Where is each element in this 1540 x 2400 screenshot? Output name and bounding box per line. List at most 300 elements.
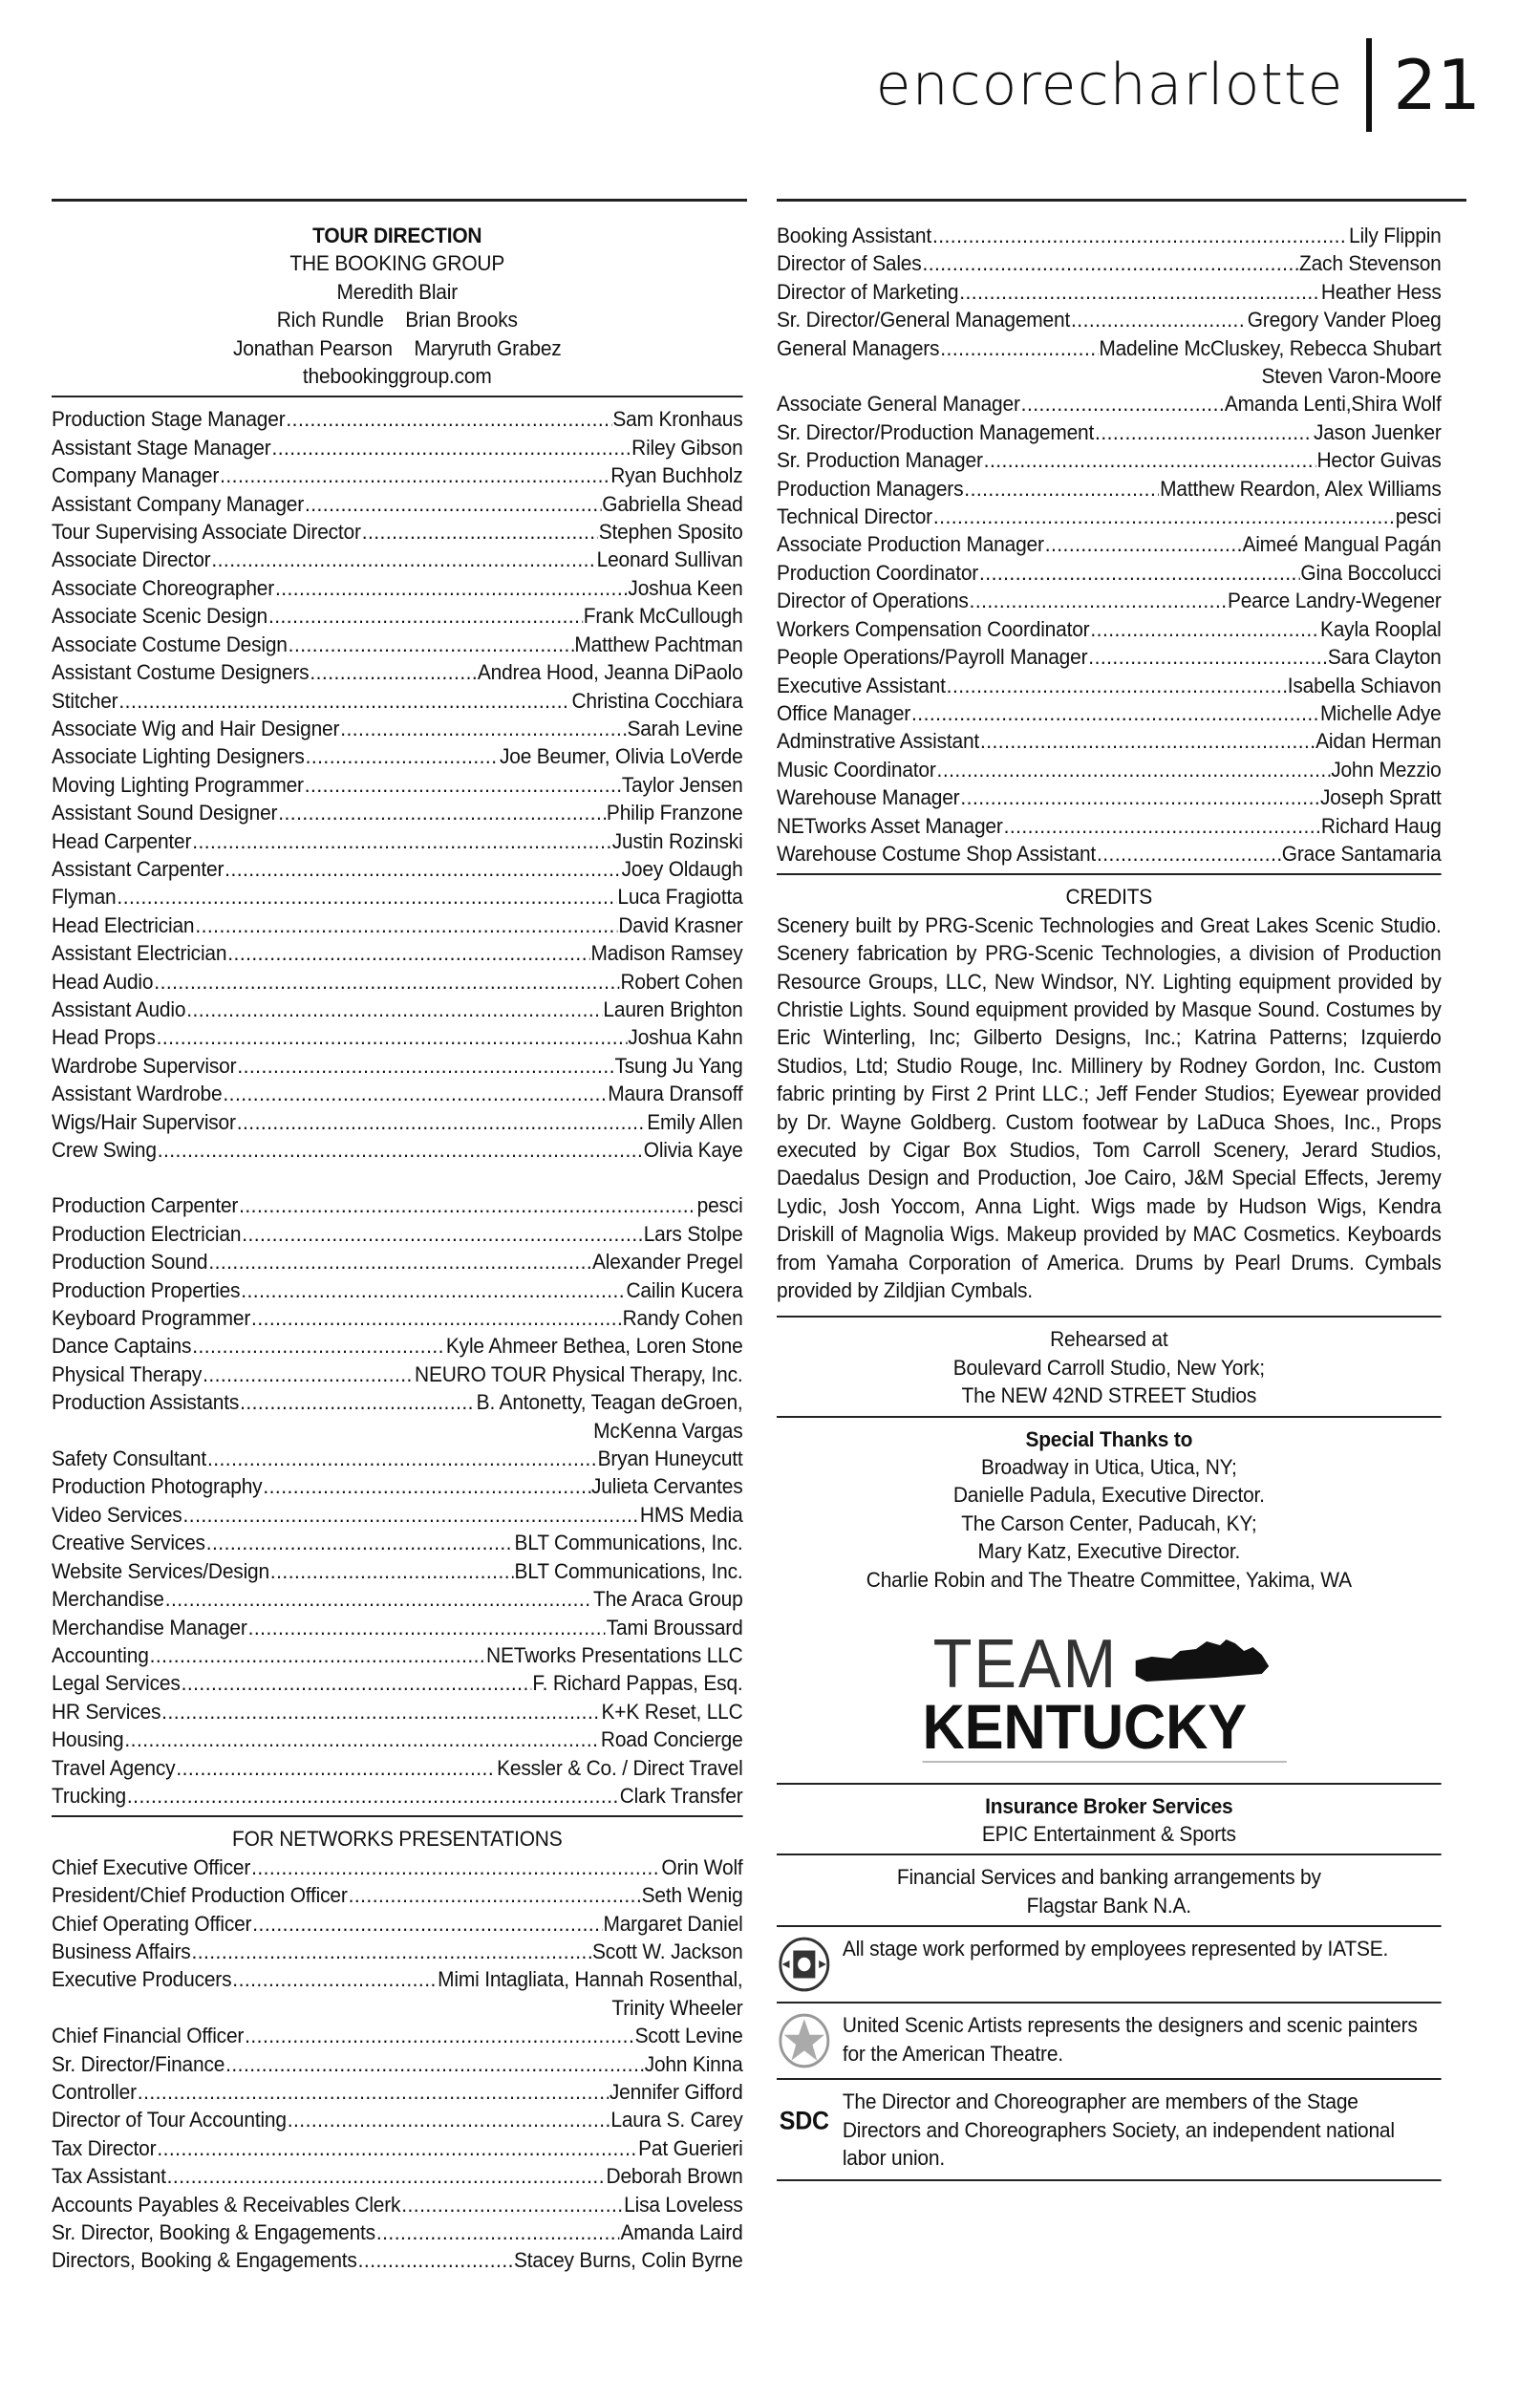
credit-role: Workers Compensation Coordinator <box>777 616 1090 641</box>
credit-role: Controller <box>52 2080 137 2104</box>
credit-name: Stephen Sposito <box>598 520 743 545</box>
credit-row <box>52 996 743 1023</box>
credit-role: Music Coordinator <box>777 757 936 782</box>
credit-role: Associate Choreographer <box>52 575 275 600</box>
credit-name: Hector Guivas <box>1316 448 1442 473</box>
credit-role: Creative Services <box>52 1531 205 1555</box>
credit-name-continued: Steven Varon-Moore <box>1261 364 1442 389</box>
credit-row <box>777 418 1442 446</box>
credit-role: Accounting <box>52 1642 149 1667</box>
credit-role: Business Affairs <box>52 1939 191 1963</box>
credit-role: People Operations/Payroll Manager <box>777 645 1088 670</box>
dot-leader <box>959 278 1320 306</box>
credit-row <box>52 2106 743 2133</box>
credit-role: Associate General Manager <box>777 392 1020 417</box>
credit-name: Lisa Loveless <box>624 2192 743 2217</box>
credit-name: Madison Ramsey <box>590 941 743 966</box>
credit-name: Scott W. Jackson <box>592 1939 743 1963</box>
credit-role: Merchandise <box>52 1587 164 1612</box>
credit-row <box>777 503 1442 530</box>
dot-leader <box>183 1501 639 1529</box>
credit-name: Grace Santamaria <box>1281 841 1442 866</box>
crew-list <box>52 405 743 1164</box>
credit-name: Gregory Vander Ploeg <box>1247 308 1442 332</box>
dot-leader <box>176 1754 496 1782</box>
dot-leader <box>220 461 610 489</box>
credit-name: Ryan Buchholz <box>610 463 743 488</box>
credit-row <box>777 278 1442 306</box>
credit-role: Video Services <box>52 1502 182 1527</box>
dot-leader <box>191 1938 591 1965</box>
credit-name: B. Antonetty, Teagan deGroen, <box>476 1390 743 1415</box>
credit-role: Warehouse Manager <box>777 785 960 810</box>
credit-role: Assistant Stage Manager <box>52 435 271 460</box>
credits-text: Scenery built by PRG-Scenic Technologies and Great Lakes Scenic Studio. Scenery fabrication by PRG-Scenic Technologies, a division of Production Resource Groups, LLC, New Windsor, NY. Lighting equipment provided by Christie Lights. Sound equipment provided by Masque Sound. Costumes by Eric Winterling, Inc; Gilberto Designs, Inc.; Katrina Patterns; Izquierdo Studios, Ltd; Studio Rouge, Inc. Millinery by Rodney Gordon, Inc. Custom fabric printing by First 2 Print LLC.; Jeff Fender Studios; Eyewear provided by Dr. Wayne Goldberg. Custom footwear by LaDuca Shoes, Inc., Props executed by Cigar Box Studios, Tom Carroll Scenery, Jerard Studios, Daedalus Design and Production, Joe Cairo, J&M Special Effects, Jeremy Lydic, Josh Yoccom, Anna Light. Wigs made by Hudson Wigs, Kendra Driskill of Magnolia Wigs. Makeup provided by MAC Cosmetics. Keyboards from Yamaha Corporation of America. Drums by Pearl Drums. Cymbals provided by Zildjian Cymbals. <box>777 912 1442 1303</box>
dot-leader <box>150 1641 486 1669</box>
credit-role: Tax Assistant <box>52 2164 166 2189</box>
credit-row <box>52 1191 743 1219</box>
credit-name: Aimeé Mangual Pagán <box>1242 532 1442 557</box>
credit-row <box>52 939 743 967</box>
dot-leader <box>922 249 1298 277</box>
credit-name: John Kinna <box>644 2051 743 2076</box>
dot-leader <box>161 1698 600 1725</box>
credit-row <box>52 1332 743 1360</box>
credit-role: Booking Assistant <box>777 224 932 247</box>
dot-leader <box>192 1332 445 1360</box>
credit-row <box>777 334 1442 362</box>
credit-row <box>52 658 743 686</box>
credit-role: Physical Therapy <box>52 1361 203 1386</box>
credit-role: Flyman <box>52 885 117 910</box>
credit-row <box>52 1361 743 1388</box>
credits-heading: CREDITS <box>1065 885 1153 910</box>
usa-logo-icon <box>777 2011 832 2070</box>
dot-leader <box>186 996 602 1023</box>
credit-role: Wardrobe Supervisor <box>52 1053 237 1078</box>
credit-row <box>52 1276 743 1304</box>
dot-leader <box>124 1725 600 1753</box>
credit-role: Production Sound <box>52 1250 208 1275</box>
dot-leader <box>289 631 574 658</box>
credit-name: Emily Allen <box>647 1109 743 1134</box>
dot-leader <box>1088 643 1327 671</box>
thanks-line: Mary Katz, Executive Director. <box>977 1539 1241 1564</box>
credit-row <box>52 631 743 658</box>
credit-row <box>52 1698 743 1725</box>
credit-name: David Krasner <box>618 912 743 937</box>
credit-row <box>777 643 1442 671</box>
credit-role: Chief Executive Officer <box>52 1854 251 1879</box>
credit-row <box>52 715 743 742</box>
dot-leader <box>937 756 1331 783</box>
thanks-heading: Special Thanks to <box>1025 1426 1193 1451</box>
credit-role: Accounts Payables & Receivables Clerk <box>52 2192 401 2217</box>
dot-leader <box>157 2134 637 2162</box>
credit-role: Director of Marketing <box>777 279 959 304</box>
dot-leader <box>1045 530 1242 558</box>
dot-leader <box>223 1080 607 1107</box>
credit-role: Assistant Company Manager <box>52 491 305 516</box>
credit-role: Housing <box>52 1727 124 1752</box>
networks-list <box>52 1854 743 2275</box>
dot-leader <box>227 939 589 967</box>
dot-leader <box>270 1557 514 1585</box>
section-divider <box>777 1416 1442 1418</box>
credit-row <box>777 559 1442 587</box>
dot-leader <box>401 2191 623 2218</box>
dot-leader <box>167 2162 606 2190</box>
iatse-logo-icon <box>777 1935 832 1994</box>
credit-row <box>52 1136 743 1164</box>
credit-role: Adminstrative Assistant <box>777 729 980 754</box>
credit-role: Safety Consultant <box>52 1446 207 1471</box>
credit-row <box>52 799 743 826</box>
dot-leader <box>208 1248 591 1275</box>
credit-row <box>52 1080 743 1107</box>
dot-leader <box>288 2106 610 2133</box>
credit-row <box>52 968 743 996</box>
dot-leader <box>1071 306 1247 333</box>
dot-leader <box>118 687 570 715</box>
credit-name-continued: Trinity Wheeler <box>611 1995 743 2020</box>
credit-role: Assistant Wardrobe <box>52 1082 223 1106</box>
credit-name: Scott Levine <box>634 2024 743 2048</box>
dot-leader <box>932 222 1348 249</box>
team-kentucky-logo <box>777 1622 1442 1772</box>
credit-name: Mimi Intagliata, Hannah Rosenthal, <box>438 1967 743 1992</box>
dot-leader <box>268 602 583 630</box>
credit-name: Amanda Laird <box>620 2220 743 2245</box>
credit-row <box>52 518 743 546</box>
section-divider <box>52 396 743 397</box>
credit-name: Justin Rozinski <box>611 828 743 853</box>
credit-role: Head Electrician <box>52 912 195 937</box>
credit-name: The Araca Group <box>592 1587 743 1612</box>
dot-leader <box>127 1782 619 1810</box>
credit-row <box>52 1472 743 1500</box>
credit-name: Joey Oldaugh <box>621 856 743 881</box>
dot-leader <box>1004 812 1320 840</box>
credit-name: pesci <box>1395 504 1442 529</box>
dot-leader <box>1090 615 1319 643</box>
dot-leader <box>158 1136 643 1164</box>
credit-name: Taylor Jensen <box>621 772 743 797</box>
credit-row <box>52 687 743 715</box>
credit-role: Chief Operating Officer <box>52 1911 252 1936</box>
credit-role: Legal Services <box>52 1671 181 1696</box>
credit-role: Assistant Audio <box>52 996 186 1021</box>
credit-role: Tax Director <box>52 2135 157 2160</box>
credit-name: Lily Flippin <box>1349 224 1442 247</box>
credit-name: pesci <box>696 1193 743 1218</box>
credit-row <box>52 1052 743 1080</box>
credit-row <box>52 1641 743 1669</box>
right-top-rule <box>777 199 1466 202</box>
thanks-line: Broadway in Utica, Utica, NY; <box>980 1455 1237 1480</box>
dot-leader <box>154 968 619 996</box>
credit-role: Sr. Director/Finance <box>52 2051 225 2076</box>
credit-name: Cailin Kucera <box>626 1277 743 1302</box>
credit-name: Maura Dransoff <box>608 1082 743 1106</box>
credit-name: Andrea Hood, Jeanna DiPaolo <box>477 660 743 685</box>
credit-row <box>52 1614 743 1641</box>
credit-row <box>52 1669 743 1697</box>
sdc-text: The Director and Choreographer are members of the Stage Directors and Choreographers Society, an independent national labor union. <box>842 2089 1395 2170</box>
credit-row <box>52 883 743 911</box>
dot-leader <box>206 1529 514 1556</box>
credit-row <box>777 615 1442 643</box>
section-divider <box>777 2002 1442 2004</box>
credit-name: Jason Juenker <box>1313 419 1442 444</box>
dot-leader <box>278 799 606 826</box>
credit-row <box>52 434 743 461</box>
dot-leader <box>192 827 611 855</box>
credit-role: Keyboard Programmer <box>52 1306 251 1331</box>
dot-leader <box>251 1304 622 1332</box>
credit-role: HR Services <box>52 1699 161 1724</box>
credit-role: Production Assistants <box>52 1390 240 1415</box>
credit-role: Company Manager <box>52 463 220 488</box>
credit-row <box>52 1304 743 1332</box>
credit-row <box>52 1725 743 1753</box>
dot-leader <box>182 1669 532 1697</box>
tour-direction-heading: TOUR DIRECTION <box>312 224 482 247</box>
credit-name: Robert Cohen <box>620 969 743 994</box>
dot-leader <box>1097 840 1281 868</box>
credit-role: Associate Costume Design <box>52 632 288 656</box>
dot-leader <box>964 475 1159 503</box>
dot-leader <box>362 518 598 546</box>
dot-leader <box>251 1854 660 1881</box>
credit-row <box>777 249 1442 277</box>
credit-role: Director of Operations <box>777 589 969 613</box>
page-number: 21 <box>1393 45 1481 125</box>
sdc-logo-text: SDC <box>779 2107 829 2135</box>
credit-name: Pearce Landry-Wegener <box>1227 589 1442 613</box>
credit-name: Isabella Schiavon <box>1287 673 1442 697</box>
dot-leader <box>1095 418 1313 446</box>
credit-row <box>52 461 743 489</box>
credit-role: Wigs/Hair Supervisor <box>52 1109 236 1134</box>
credit-role: NETworks Asset Manager <box>777 813 1003 838</box>
credit-role: Stitcher <box>52 688 118 713</box>
credit-role: Production Photography <box>52 1474 263 1499</box>
section-divider <box>777 2078 1442 2080</box>
credit-name: Kayla Rooplal <box>1319 616 1442 641</box>
credit-row <box>52 1585 743 1613</box>
credit-row <box>52 1881 743 1909</box>
dot-leader <box>275 574 628 602</box>
dot-leader <box>960 783 1319 811</box>
dot-leader <box>271 434 631 461</box>
credit-role: General Managers <box>777 335 940 360</box>
credit-role: Crew Swing <box>52 1138 157 1162</box>
credit-name: Gabriella Shead <box>602 491 743 516</box>
credit-row <box>52 911 743 939</box>
credit-name: Randy Cohen <box>622 1306 743 1331</box>
credit-name: Seth Wenig <box>641 1883 743 1908</box>
rehearsed-line: Rehearsed at <box>1050 1327 1168 1352</box>
credit-name: Orin Wolf <box>661 1854 743 1879</box>
credit-name: Matthew Reardon, Alex Williams <box>1160 476 1442 501</box>
credit-role: Head Carpenter <box>52 828 192 853</box>
dot-leader <box>305 771 621 799</box>
publication-name: encorecharlotte <box>875 52 1344 118</box>
credit-name: Bryan Huneycutt <box>597 1446 743 1471</box>
credit-role: Production Coordinator <box>777 560 979 585</box>
credit-name: NEURO TOUR Physical Therapy, Inc. <box>415 1361 743 1386</box>
credit-row <box>52 1445 743 1472</box>
dot-leader <box>940 334 1098 362</box>
rehearsed-line: Boulevard Carroll Studio, New York; <box>952 1355 1265 1380</box>
dot-leader <box>305 490 601 518</box>
credit-role: Chief Financial Officer <box>52 2024 245 2048</box>
dot-leader <box>984 446 1316 474</box>
credit-row <box>52 771 743 799</box>
credit-row <box>52 1248 743 1275</box>
financial-line: Financial Services and banking arrangements by <box>896 1865 1321 1890</box>
credit-name: Frank McCullough <box>583 604 743 629</box>
credit-row <box>777 783 1442 811</box>
credit-name: Michelle Adye <box>1319 700 1442 725</box>
credit-role: Director of Sales <box>777 251 922 276</box>
credit-name: Joe Beumer, Olivia LoVerde <box>499 744 743 769</box>
credit-name: Riley Gibson <box>631 435 743 460</box>
credit-name: Gina Boccolucci <box>1300 560 1442 585</box>
credit-row <box>52 2022 743 2049</box>
right-column <box>777 222 1442 2189</box>
credit-name: Joseph Spratt <box>1319 785 1442 810</box>
credit-role: Website Services/Design <box>52 1558 269 1583</box>
credit-row <box>52 2191 743 2218</box>
dot-leader <box>933 503 1395 530</box>
credit-name: Julieta Cervantes <box>591 1474 743 1499</box>
kentucky-state-icon <box>1136 1639 1270 1682</box>
credit-role: Trucking <box>52 1783 126 1808</box>
dot-leader <box>263 1472 590 1500</box>
credit-row <box>52 2162 743 2190</box>
dot-leader <box>980 727 1315 755</box>
credit-name: Deborah Brown <box>606 2164 743 2189</box>
credit-name: Laura S. Carey <box>610 2108 743 2132</box>
credit-row <box>52 1754 743 1782</box>
dot-leader <box>207 1445 597 1472</box>
iatse-text: All stage work performed by employees represented by IATSE. <box>842 1937 1389 1961</box>
credit-row <box>777 812 1442 840</box>
credit-name: Heather Hess <box>1320 279 1442 304</box>
dot-leader <box>242 1220 643 1248</box>
iatse-notice <box>777 1935 1442 1994</box>
networks-heading: FOR NETWORKS PRESENTATIONS <box>232 1827 563 1852</box>
dot-leader <box>970 587 1227 614</box>
credit-row <box>52 1782 743 1810</box>
credit-name: Matthew Pachtman <box>574 632 743 656</box>
credit-role: Office Manager <box>777 700 911 725</box>
dot-leader <box>232 1965 437 1993</box>
credit-name: Olivia Kaye <box>643 1138 743 1162</box>
credit-row <box>52 1938 743 1965</box>
credit-row <box>52 1023 743 1051</box>
credit-role: Associate Scenic Design <box>52 604 268 629</box>
credit-role: Head Audio <box>52 969 154 994</box>
credit-row <box>52 1854 743 1881</box>
credit-row <box>52 1910 743 1938</box>
dot-leader <box>252 1910 602 1938</box>
credit-role: Sr. Production Manager <box>777 448 983 473</box>
credit-row <box>52 574 743 602</box>
credit-name: BLT Communications, Inc. <box>514 1531 743 1555</box>
credit-name: Joshua Keen <box>628 575 743 600</box>
section-divider <box>52 1815 743 1817</box>
credit-name: Amanda Lenti,Shira Wolf <box>1224 392 1442 417</box>
credit-role: Assistant Sound Designer <box>52 801 278 825</box>
credit-role: Sr. Director/Production Management <box>777 419 1095 444</box>
tour-direction-line: Rich Rundle Brian Brooks <box>276 308 518 332</box>
credit-row <box>52 742 743 770</box>
credit-name: Sara Clayton <box>1327 645 1442 670</box>
thanks-line: Charlie Robin and The Theatre Committee, Yakima, WA <box>866 1567 1352 1592</box>
credit-row <box>52 1529 743 1556</box>
dot-leader <box>1021 390 1224 418</box>
credit-role: Production Properties <box>52 1277 241 1302</box>
credit-role: Sr. Director/General Management <box>777 308 1071 332</box>
credit-row <box>777 530 1442 558</box>
credit-row <box>52 2218 743 2246</box>
credit-role: Production Managers <box>777 476 964 501</box>
credit-name: NETworks Presentations LLC <box>486 1642 743 1667</box>
section-divider <box>777 2179 1442 2181</box>
team-kentucky-logo-graphic <box>913 1622 1304 1766</box>
credit-row <box>52 1388 743 1416</box>
credit-row <box>777 306 1442 333</box>
credit-row <box>777 446 1442 474</box>
credit-role: Production Carpenter <box>52 1193 239 1218</box>
dot-leader <box>240 1388 476 1416</box>
credit-row <box>52 2246 743 2274</box>
credit-role: Production Stage Manager <box>52 407 286 432</box>
credit-role: Warehouse Costume Shop Assistant <box>777 841 1097 866</box>
credit-name: Sarah Levine <box>627 716 743 740</box>
credit-role: Directors, Booking & Engagements <box>52 2248 357 2273</box>
credit-role: Associate Director <box>52 547 211 572</box>
credit-role: Associate Wig and Hair Designer <box>52 716 340 740</box>
dot-leader <box>245 2022 634 2049</box>
left-column <box>52 222 743 2275</box>
tour-direction-url: thebookinggroup.com <box>302 364 492 389</box>
dot-leader <box>211 546 595 573</box>
logo-line2: KENTUCKY <box>922 1691 1247 1763</box>
credit-role: Travel Agency <box>52 1755 176 1780</box>
credit-row <box>777 475 1442 503</box>
dot-leader <box>195 911 617 939</box>
credit-role: Tour Supervising Associate Director <box>52 520 361 545</box>
credit-role: Executive Producers <box>52 1967 232 1992</box>
credit-role: Associate Production Manager <box>777 532 1044 557</box>
credit-name: Road Concierge <box>600 1727 743 1752</box>
credit-name: Leonard Sullivan <box>596 547 743 572</box>
dot-leader <box>241 1276 625 1304</box>
staff-list <box>777 222 1442 868</box>
credit-row <box>777 672 1442 699</box>
credit-role: Merchandise Manager <box>52 1615 247 1639</box>
credit-name: Lauren Brighton <box>603 996 743 1021</box>
credit-name: Stacey Burns, Colin Byrne <box>513 2248 743 2273</box>
tour-direction-line: THE BOOKING GROUP <box>289 251 505 276</box>
insurance-heading: Insurance Broker Services <box>985 1793 1233 1818</box>
credit-row <box>52 490 743 518</box>
credit-name: Alexander Pregel <box>591 1250 743 1275</box>
